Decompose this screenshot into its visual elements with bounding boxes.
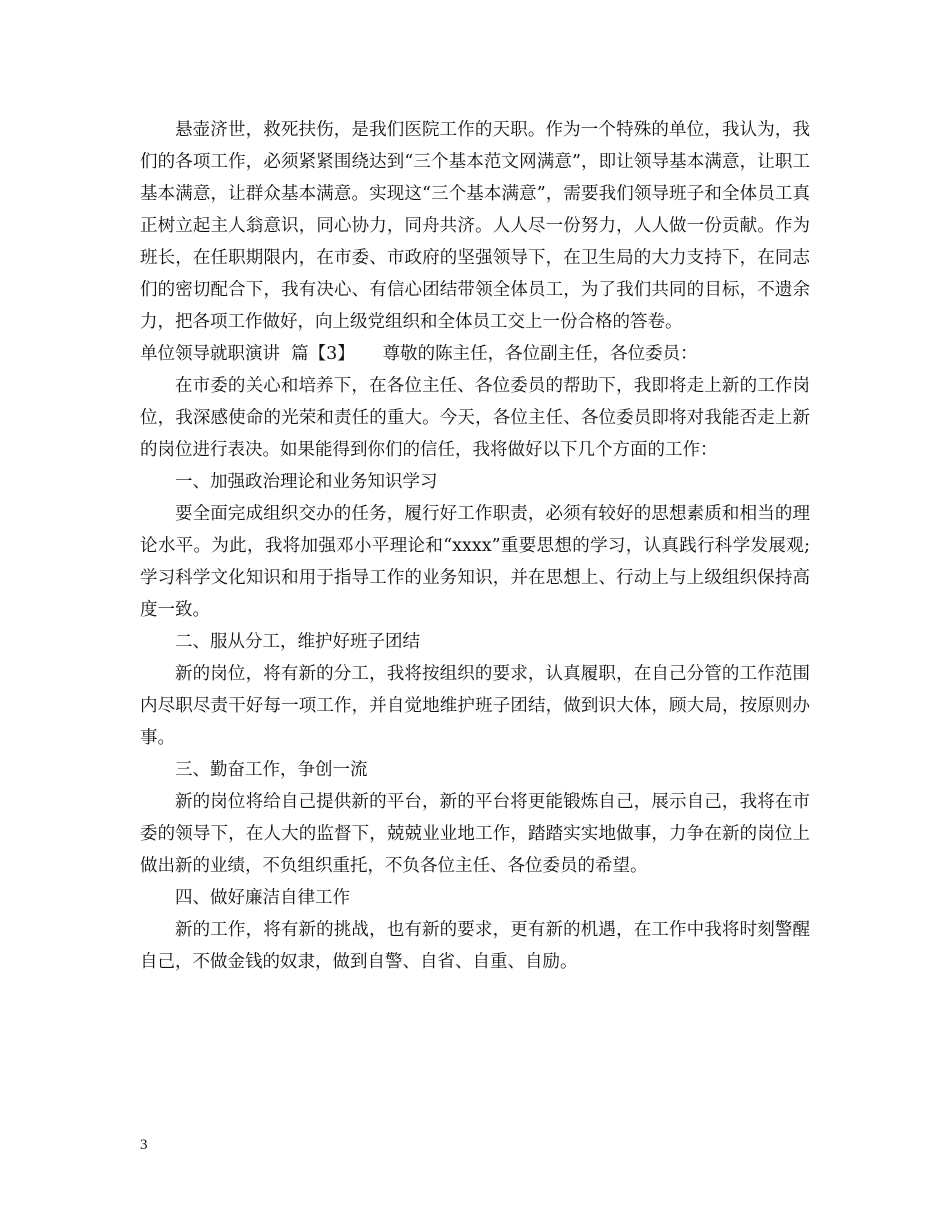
- paragraph-section-4: 新的工作，将有新的挑战，也有新的要求，更有新的机遇，在工作中我将时刻警醒自己，不做金钱的奴隶，做到自警、自省、自重、自励。: [140, 920, 810, 972]
- paragraph-hospital-duty: 悬壶济世，救死扶伤，是我们医院工作的天职。作为一个特殊的单位，我认为，我们的各项工作，必须紧紧围绕达到“三个基本范文网满意”，即让领导基本满意，让职工基本满意，让群众基本满意。实现这“三个基本满意”，需要我们领导班子和全体员工真正树立起主人翁意识，同心协力，同舟共济。人人尽一份努力，人人做一份贡献。作为班长，在任职期限内，在市委、市政府的坚强领导下，在卫生局的大力支持下，在同志们的密切配合下，我有决心、有信心团结带领全体员工，为了我们共同的目标，不遗余力，把各项工作做好，向上级党组织和全体员工交上一份合格的答卷。: [140, 120, 810, 332]
- speech-title-line: 单位领导就职演讲 篇【3】 尊敬的陈主任，各位副主任，各位委员：: [140, 344, 698, 364]
- page-number: 3: [140, 1137, 148, 1153]
- section-heading-3: 三、勤奋工作，争创一流: [175, 760, 368, 780]
- paragraph-section-1: 要全面完成组织交办的任务，履行好工作职责，必须有较好的思想素质和相当的理论水平。为此，我将加强邓小平理论和“xxxx”重要思想的学习，认真践行科学发展观;学习科学文化知识和用于指导工作的业务知识，并在思想上、行动上与上级组织保持高度一致。: [140, 504, 810, 620]
- section-heading-4: 四、做好廉洁自律工作: [175, 888, 350, 908]
- paragraph-section-2: 新的岗位，将有新的分工，我将按组织的要求，认真履职，在自己分管的工作范围内尽职尽责干好每一项工作，并自觉地维护班子团结，做到识大体，顾大局，按原则办事。: [140, 664, 810, 748]
- paragraph-intro: 在市委的关心和培养下，在各位主任、各位委员的帮助下，我即将走上新的工作岗位，我深感使命的光荣和责任的重大。今天，各位主任、各位委员即将对我能否走上新的岗位进行表决。如果能得到你们的信任，我将做好以下几个方面的工作：: [140, 376, 810, 460]
- document-body: [140, 114, 810, 978]
- paragraph-section-3: 新的岗位将给自己提供新的平台，新的平台将更能锻炼自己，展示自己，我将在市委的领导下，在人大的监督下，兢兢业业地工作，踏踏实实地做事，力争在新的岗位上做出新的业绩，不负组织重托，不负各位主任、各位委员的希望。: [140, 792, 810, 876]
- section-heading-1: 一、加强政治理论和业务知识学习: [175, 472, 438, 492]
- section-heading-2: 二、服从分工，维护好班子团结: [175, 632, 420, 652]
